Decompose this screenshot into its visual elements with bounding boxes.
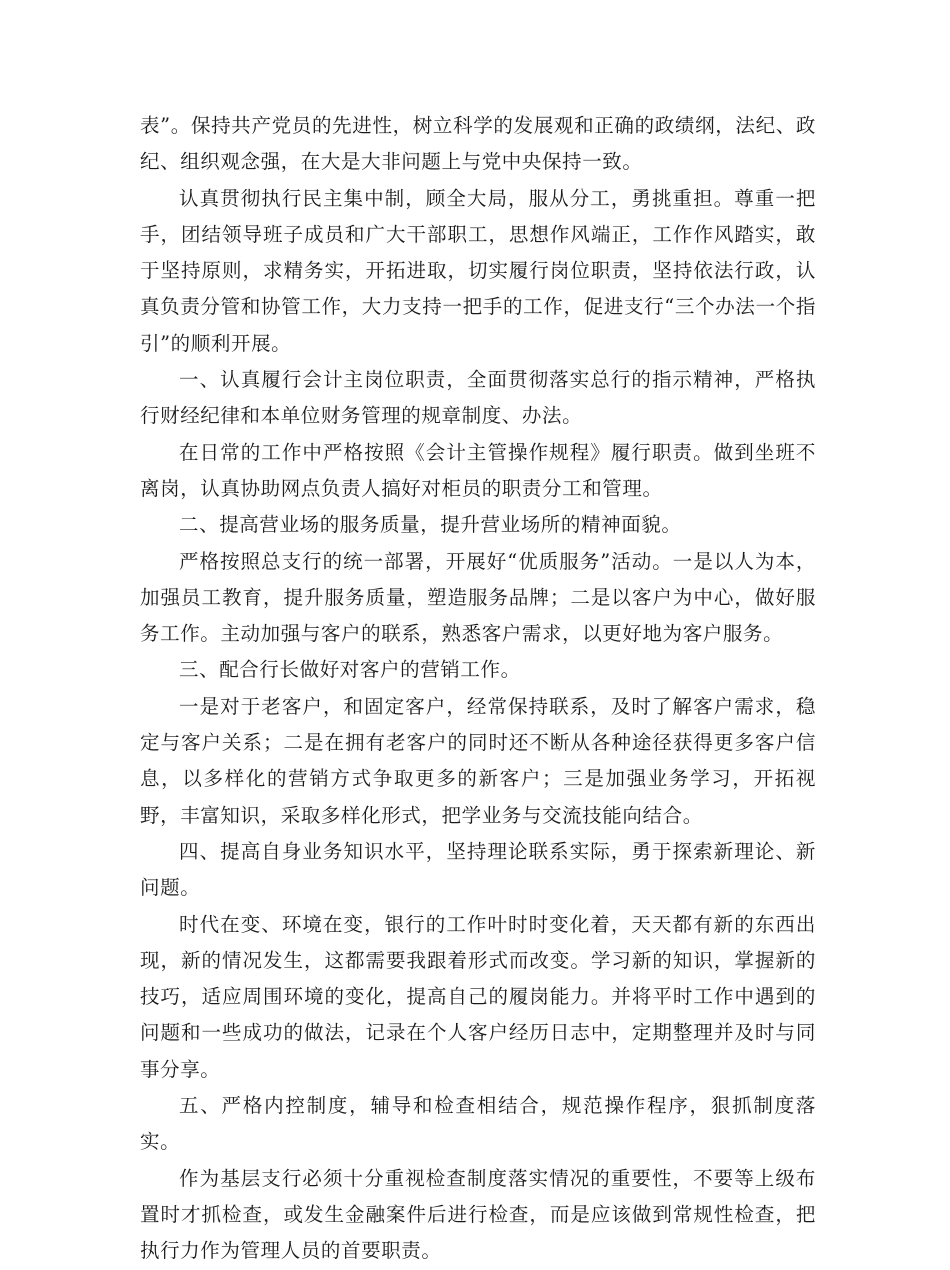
paragraph: 一是对于老客户，和固定客户，经常保持联系，及时了解客户需求，稳定与客户关系；二是在拥有老客户的同时还不断从各种途径获得更多客户信息，以多样化的营销方式争取更多的新客户；三是加强业务学习，开拓视野，丰富知识，采取多样化形式，把学业务与交流技能向结合。: [140, 694, 816, 827]
paragraph: 时代在变、环境在变，银行的工作叶时时变化着，天天都有新的东西出现，新的情况发生，这都需要我跟着形式而改变。学习新的知识，掌握新的技巧，适应周围环境的变化，提高自己的履岗能力。并将平时工作中遇到的问题和一些成功的做法，记录在个人客户经历日志中，定期整理并及时与同事分享。: [140, 912, 816, 1081]
paragraph-continued: 表”。保持共产党员的先进性，树立科学的发展观和正确的政绩纲，法纪、政纪、组织观念强，在大是大非问题上与党中央保持一致。: [140, 114, 816, 174]
paragraph: 作为基层支行必须十分重视检查制度落实情况的重要性，不要等上级布置时才抓检查，或发生金融案件后进行检查，而是应该做到常规性检查，把执行力作为管理人员的首要职责。: [140, 1166, 816, 1263]
section-heading-2: 二、提高营业场的服务质量，提升营业场所的精神面貌。: [179, 513, 682, 537]
section-heading-3: 三、配合行长做好对客户的营销工作。: [179, 658, 521, 682]
paragraph: 在日常的工作中严格按照《会计主管操作规程》履行职责。做到坐班不离岗，认真协助网点负责人搞好对柜员的职责分工和管理。: [140, 440, 816, 500]
document-body: [140, 108, 816, 1270]
section-heading-4: 四、提高自身业务知识水平，坚持理论联系实际，勇于探索新理论、新问题。: [140, 839, 816, 900]
paragraph: 严格按照总支行的统一部署，开展好“优质服务”活动。一是以人为本，加强员工教育，提升服务质量，塑造服务品牌；二是以客户为中心，做好服务工作。主动加强与客户的联系，熟悉客户需求，以更好地为客户服务。: [140, 549, 816, 646]
section-heading-5: 五、严格内控制度，辅导和检查相结合，规范操作程序，狠抓制度落实。: [140, 1094, 816, 1154]
section-heading-1: 一、认真履行会计主岗位职责，全面贯彻落实总行的指示精神，严格执行财经纪律和本单位财务管理的规章制度、办法。: [140, 368, 816, 428]
paragraph: 认真贯彻执行民主集中制，顾全大局，服从分工，勇挑重担。尊重一把手，团结领导班子成员和广大干部职工，思想作风端正，工作作风踏实，敢于坚持原则，求精务实，开拓进取，切实履行岗位职责，坚持依法行政，认真负责分管和协管工作，大力支持一把手的工作，促进支行“三个办法一个指引”的顺利开展。: [140, 186, 816, 355]
